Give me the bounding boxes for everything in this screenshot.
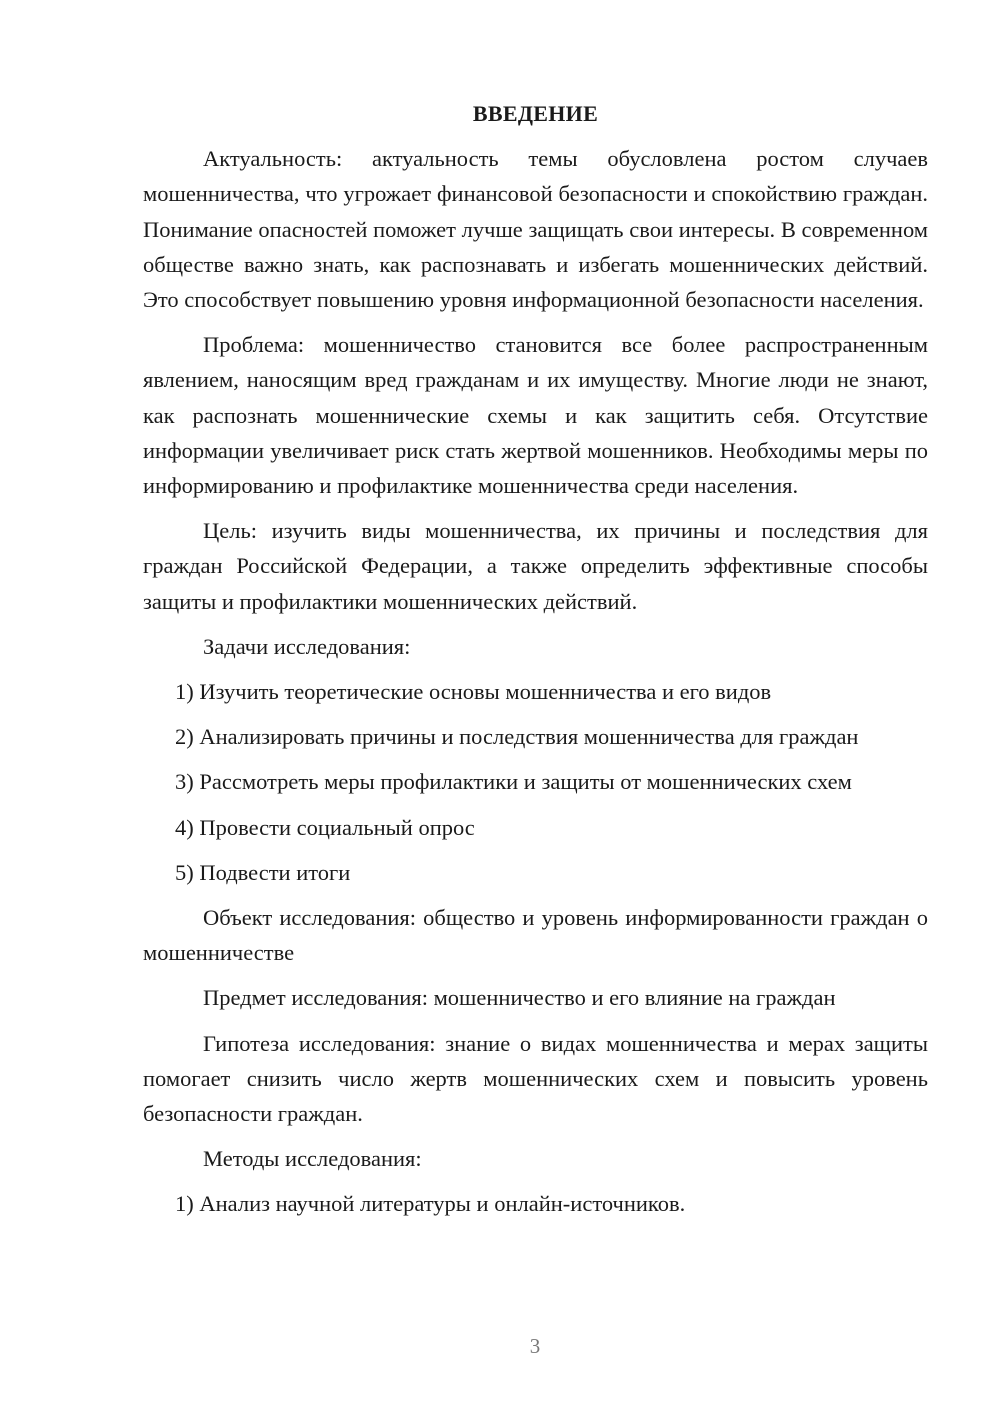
task-item: 3) Рассмотреть меры профилактики и защиты от мошеннических схем: [175, 769, 852, 795]
task-item: 2) Анализировать причины и последствия мошенничества для граждан: [175, 724, 859, 750]
relevance-paragraph: Актуальность: актуальность темы обусловлена ростом случаев мошенничества, что угрожает финансовой безопасности и спокойствию граждан. Понимание опасностей поможет лучше защищать свои интересы. В современном обществе важно знать, как распознавать и избегать мошеннических действий. Это способствует повышению уровня информационной безопасности населения.: [143, 146, 928, 313]
problem-paragraph: Проблема: мошенничество становится все более распространенным явлением, наносящим вред гражданам и их имуществу. Многие люди не знают, как распознать мошеннические схемы и как защитить себя. Отсутствие информации увеличивает риск стать жертвой мошенников. Необходимы меры по информированию и профилактике мошенничества среди населения.: [143, 332, 928, 499]
object-paragraph: Объект исследования: общество и уровень информированности граждан о мошенничестве: [143, 905, 928, 966]
subject-paragraph: Предмет исследования: мошенничество и его влияние на граждан: [203, 985, 836, 1011]
task-item: 5) Подвести итоги: [175, 859, 351, 885]
tasks-heading: Задачи исследования:: [203, 633, 411, 659]
document-body: [143, 96, 928, 1232]
goal-paragraph: Цель: изучить виды мошенничества, их причины и последствия для граждан Российской Федерации, а также определить эффективные способы защиты и профилактики мошеннических действий.: [143, 518, 928, 614]
task-item: 4) Провести социальный опрос: [175, 814, 475, 840]
section-title: ВВЕДЕНИЕ: [472, 101, 599, 126]
page-number: 3: [529, 1334, 541, 1358]
task-item: 1) Изучить теоретические основы мошенничества и его видов: [175, 679, 772, 705]
method-item: 1) Анализ научной литературы и онлайн-источников.: [175, 1191, 686, 1217]
hypothesis-paragraph: Гипотеза исследования: знание о видах мошенничества и мерах защиты помогает снизить число жертв мошеннических схем и повысить уровень безопасности граждан.: [143, 1030, 928, 1127]
methods-heading: Методы исследования:: [203, 1146, 422, 1172]
